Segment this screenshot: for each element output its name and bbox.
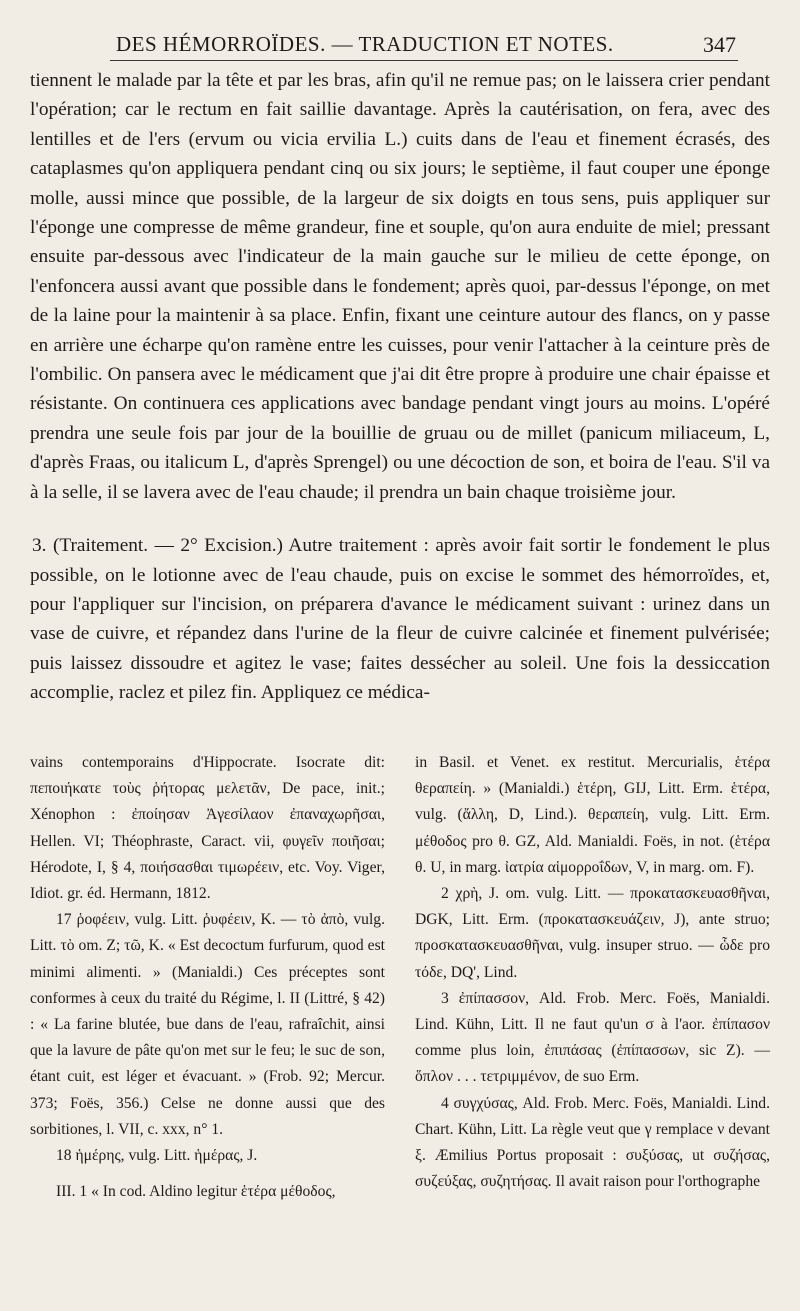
footnote: 18 ἡμέρης, vulg. Litt. ἡμέρας, J. (56, 1147, 258, 1165)
footnote: 3 ἐπίπασσον, Ald. Frob. Merc. Foës, Manialdi. Lind. Kühn, Litt. Il ne faut qu'un σ à l'aor. ἐπίπασον comme plus loin, ἐπιπάσας (ἐπίπασσων, sic Z). — ὅπλον . . . τετριμμένον, de suo Erm. (415, 989, 770, 1086)
footnote: III. 1 « In cod. Aldino legitur ἑτέρα μέθοδος, (56, 1183, 336, 1201)
running-head (110, 30, 750, 60)
footnote: 17 ῥοφέειν, vulg. Litt. ῥυφέειν, K. — τὸ ἀπὸ, vulg. Litt. τὸ om. Z; τῶ, K. « Est decoctum furfurum, quod est minimi alimenti. » (Manialdi.) Ces préceptes sont conformes à ceux du traité du Régime, l. II (Littré, § 42) : « La farine blutée, bue dans de l'eau, rafraîchit, ainsi que la lavure de pâte qu'on met sur le feu; le suc de son, étant cuit, est léger et évacuant. » (Frob. 92; Mercur. 373; Foës, 356.) Celse ne donne aussi que des sorbitiones, l. VII, c. xxx, n° 1. (30, 911, 385, 1138)
footnotes-right-column (415, 750, 770, 1195)
footnote: 4 συγχύσας, Ald. Frob. Merc. Foës, Manialdi. Lind. Chart. Kühn, Litt. La règle veut que γ remplace ν devant ξ. Æmilius Portus proposait : συξύσας, ut συζήσας, συζεύξας, συζητήσας. Il avait raison pour l'orthographe (415, 1094, 770, 1191)
footnote: 2 χρὴ, J. om. vulg. Litt. — προκατασκευασθῆναι, DGK, Litt. Erm. (προκατασκευάζειν, J), ante struo; προσκατασκευασθῆναι, vulg. insuper struo. — ὧδε pro τόδε, DQ', Lind. (415, 885, 770, 981)
footnote: vains contemporains d'Hippocrate. Isocrate dit: πεποιήκατε τοὺς ῥήτορας μελετᾶν, De pace, init.; Xénophon : ἐποίησαν Ἀγεσίλαον ἐπαναχωρῆσαι, Hellen. VI; Théophraste, Caract. vii, φυγεῖν ποιῆσαι; Hérodote, I, § 4, ποιήσασθαι τιμωρέειν, etc. Voy. Viger, Idiot. gr. éd. Hermann, 1812. (30, 754, 385, 903)
main-text (30, 66, 770, 708)
running-title: DES HÉMORROÏDES. — TRADUCTION ET NOTES. (116, 32, 614, 56)
footnotes-left-column (30, 750, 385, 1205)
page-number: 347 (703, 32, 736, 57)
body-paragraph-1: tiennent le malade par la tête et par les bras, afin qu'il ne remue pas; on le laissera crier pendant l'opération; car le rectum en fait saillie davantage. Après la cautérisation, on fera, avec des lentilles et de l'ers (ervum ou vicia ervilia L.) cuits dans de l'eau et finement écrasés, des cataplasmes qu'on appliquera pendant cinq ou six jours; le septième, il faut couper une éponge molle, aussi mince que possible, de la largeur de six doigts en tous sens, puis appliquer sur l'éponge une compresse de même grandeur, fine et souple, qu'on aura enduite de miel; pressant ensuite par-dessous avec l'indicateur de la main gauche sur le milieu de cette éponge, on l'enfoncera aussi avant que possible dans le fondement; après quoi, par-dessus l'éponge, on met de la laine pour la maintenir à sa place. Enfin, fixant une ceinture autour des flancs, on y passe en arrière une écharpe qu'on ramène entre les cuisses, pour venir l'attacher à la ceinture près de l'ombilic. On pansera avec le médicament que j'ai dit être propre à produire une chair épaisse et résistante. On continuera ces applications avec bandage pendant vingt jours au moins. L'opéré prendra une seule fois par jour de la bouillie de gruau ou de millet (panicum miliaceum, L, d'après Fraas, ou italicum L, d'après Sprengel) ou une décoction de son, et boira de l'eau. S'il va à la selle, il se lavera avec de l'eau chaude; il prendra un bain chaque troisième jour. (30, 70, 770, 503)
body-paragraph-2: 3. (Traitement. — 2° Excision.) Autre traitement : après avoir fait sortir le fondement le plus possible, on le lotionne avec de l'eau chaude, puis on excise le sommet des hémorroïdes, et, pour l'appliquer sur l'incision, on préparera d'avance le médicament suivant : urinez dans un vase de cuivre, et répandez dans l'urine de la fleur de cuivre calcinée et finement pulvérisée; puis laissez dissoudre et agitez le vase; faites dessécher au soleil. Une fois la dessiccation accomplie, raclez et pilez fin. Appliquez ce médica- (30, 535, 770, 704)
header-rule (110, 60, 738, 61)
footnote: in Basil. et Venet. ex restitut. Mercurialis, ἑτέρα θεραπείη. » (Manialdi.) ἑτέρη, GIJ, Litt. Erm. ἑτέρα, vulg. (ἄλλη, D, Lind.). θεραπείη, vulg. Litt. Erm. μέθοδος pro θ. GZ, Ald. Manialdi. Foës, in not. (ἑτέρα θ. U, in marg. ἰατρία αἱμορροΐδων, V, in marg. om. F). (415, 754, 770, 876)
